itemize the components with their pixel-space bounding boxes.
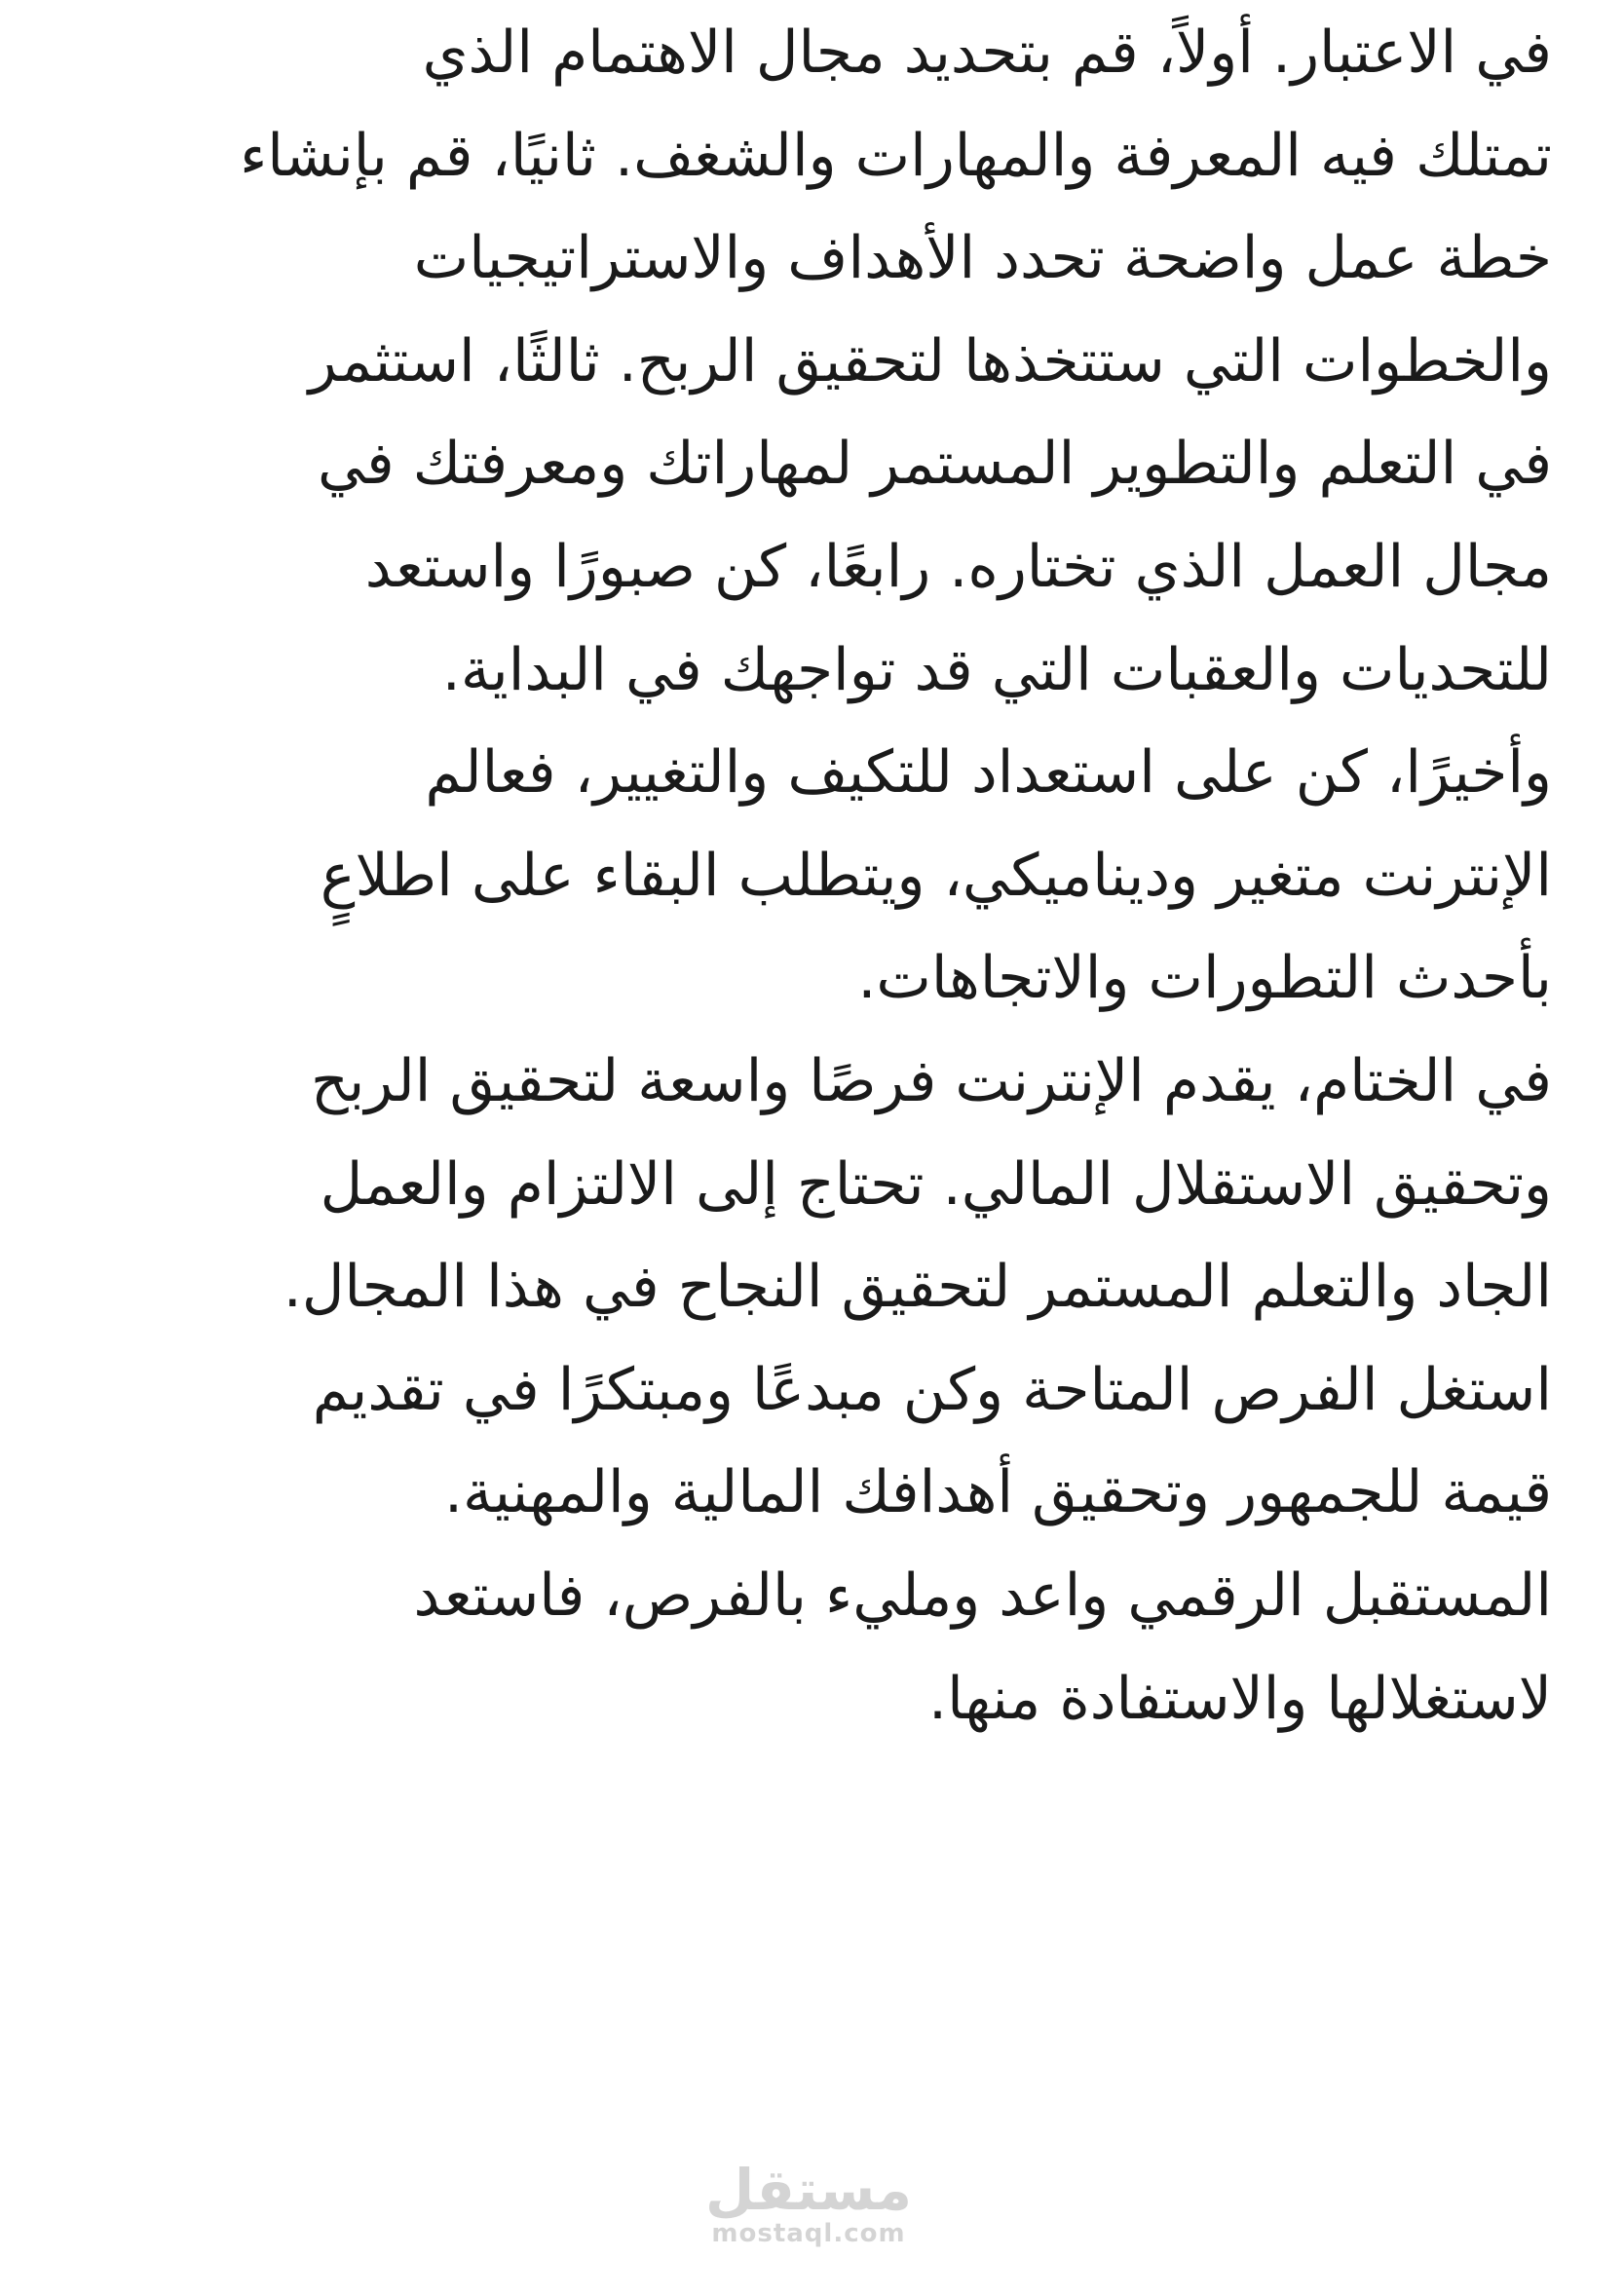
text-line: الإنترنت متغير وديناميكي، ويتطلب البقاء على اطلاعٍ	[320, 841, 1552, 910]
mostaql-watermark	[701, 2157, 916, 2248]
text-line: في الختام، يقدم الإنترنت فرصًا واسعة لتحقيق الربح	[310, 1046, 1552, 1115]
text-line: المستقبل الرقمي واعد ومليء بالفرص، فاستعد	[413, 1561, 1552, 1630]
text-line: بأحدث التطورات والاتجاهات.	[857, 944, 1552, 1013]
text-line: استغل الفرص المتاحة وكن مبدعًا ومبتكرًا في تقديم	[312, 1355, 1552, 1424]
text-line: للتحديات والعقبات التي قد تواجهك في البداية.	[441, 635, 1552, 704]
text-line: في التعلم والتطوير المستمر لمهاراتك ومعرفتك في	[317, 430, 1552, 499]
text-line: في الاعتبار. أولاً، قم بتحديد مجال الاهتمام الذي	[422, 19, 1552, 87]
watermark-domain: mostaql.com	[711, 2219, 906, 2248]
text-line: الجاد والتعلم المستمر لتحقيق النجاح في هذا المجال.	[283, 1253, 1552, 1322]
text-line: تمتلك فيه المعرفة والمهارات والشغف. ثانيًا، قم بإنشاء	[240, 121, 1552, 190]
text-line: مجال العمل الذي تختاره. رابعًا، كن صبورًا واستعد	[364, 532, 1552, 601]
text-line: والخطوات التي ستتخذها لتحقيق الربح. ثالثًا، استثمر	[308, 326, 1552, 395]
text-line: قيمة للجمهور وتحقيق أهدافك المالية والمهنية.	[443, 1458, 1552, 1527]
watermark-logo: مستقل	[704, 2157, 913, 2223]
text-line: خطة عمل واضحة تحدد الأهداف والاستراتيجيات	[413, 224, 1552, 293]
text-line: وأخيرًا، كن على استعداد للتكيف والتغيير، فعالم	[425, 738, 1552, 808]
text-line: لاستغلالها والاستفادة منها.	[928, 1664, 1552, 1733]
text-line: وتحقيق الاستقلال المالي. تحتاج إلى الالتزام والعمل	[320, 1149, 1552, 1219]
document-body	[110, 2, 1552, 1750]
